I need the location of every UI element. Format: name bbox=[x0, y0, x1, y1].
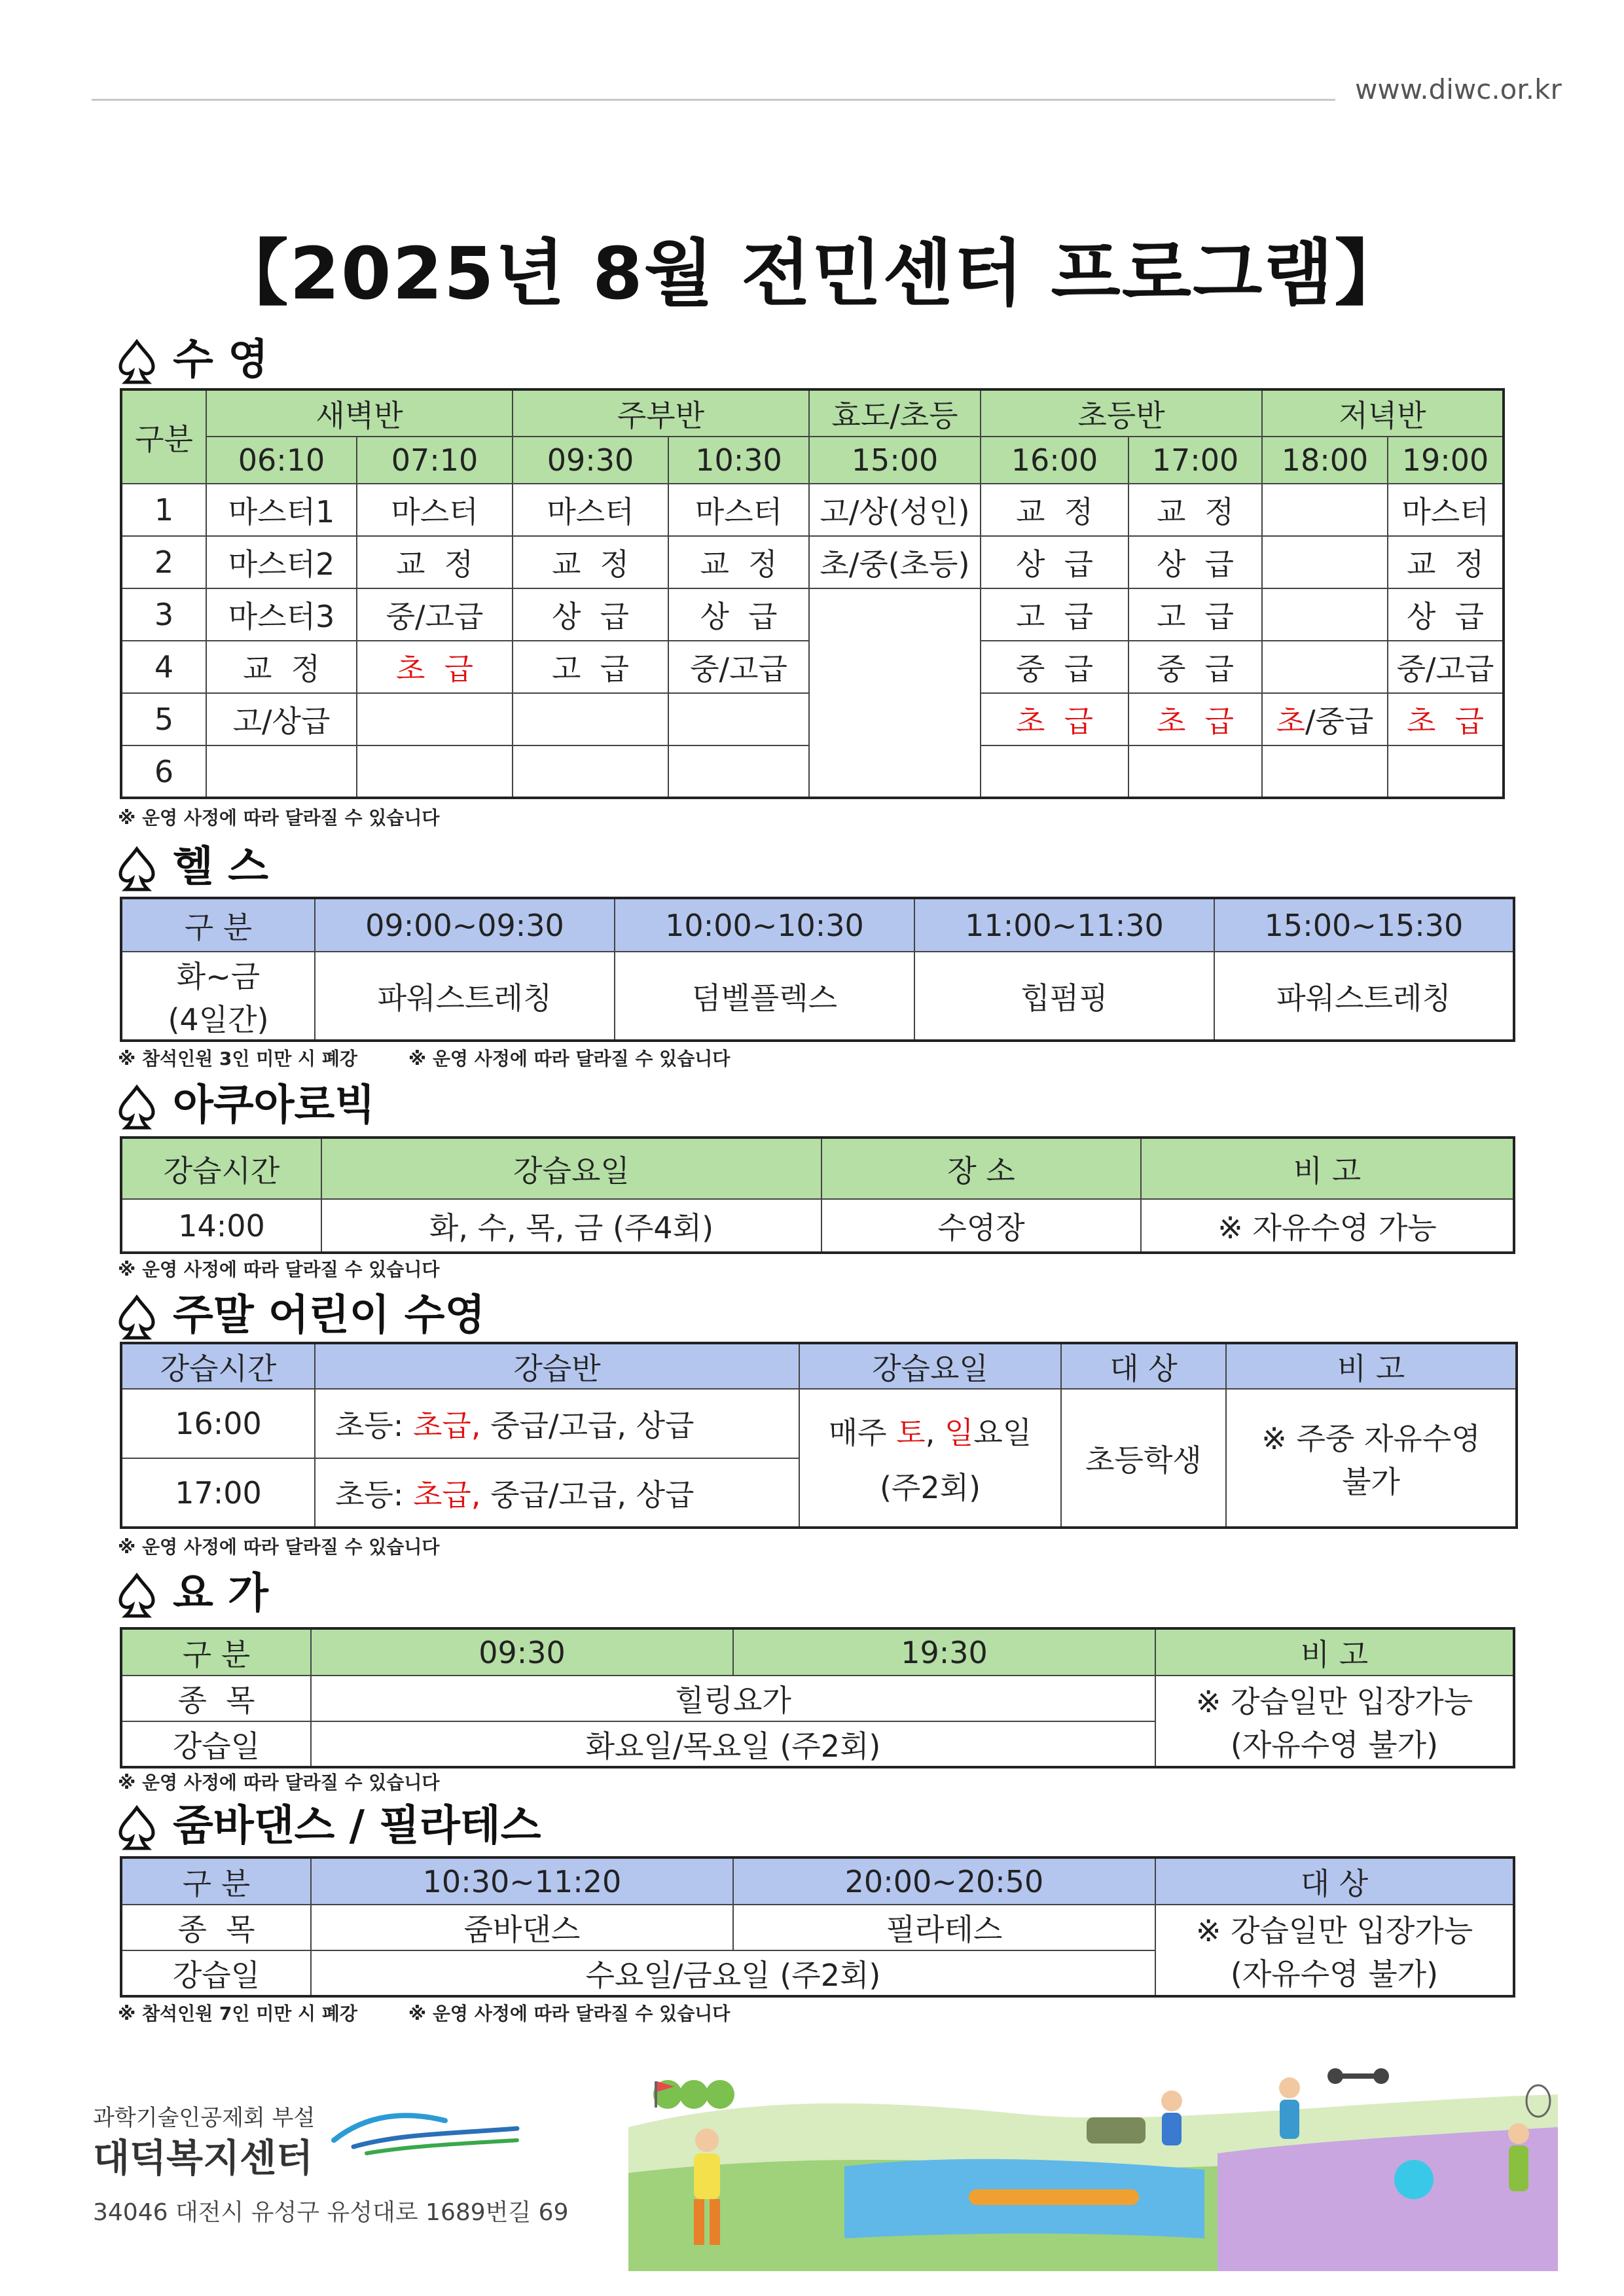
table-cell: 중/고급 bbox=[1388, 641, 1504, 693]
table-cell: 수요일/금요일 (주2회) bbox=[311, 1950, 1155, 1996]
swim-time-header: 18:00 bbox=[1262, 437, 1388, 484]
page-title: 【2025년 8월 전민센터 프로그램】 bbox=[216, 232, 1408, 315]
red-text: 초급, bbox=[413, 1477, 481, 1513]
table-cell: 덤벨플렉스 bbox=[615, 952, 914, 1041]
table-cell bbox=[357, 693, 513, 745]
table-cell: 종 목 bbox=[121, 1676, 311, 1721]
table-cell-highlight: 초 급 bbox=[981, 693, 1128, 745]
table-cell: 상 급 bbox=[981, 536, 1128, 588]
table-cell: 마스터3 bbox=[206, 588, 357, 641]
table-cell: 마스터 bbox=[1388, 484, 1504, 536]
zumba-header: 구 분 bbox=[121, 1857, 311, 1905]
remark-line: 불가 bbox=[1342, 1463, 1400, 1499]
kids-target-cell: 초등학생 bbox=[1061, 1389, 1226, 1528]
kids-days-cell bbox=[799, 1389, 1061, 1528]
section-heading-zumba bbox=[118, 1797, 541, 1856]
swim-group-header: 저녁반 bbox=[1262, 389, 1504, 437]
aqua-heading-text: 아쿠아로빅 bbox=[173, 1081, 376, 1130]
kids-note: ※ 운영 사정에 따라 달라질 수 있습니다 bbox=[118, 1536, 440, 1558]
health-row-label bbox=[121, 952, 315, 1041]
plain-text: , bbox=[925, 1414, 945, 1450]
table-row bbox=[121, 484, 1504, 536]
yoga-table bbox=[120, 1627, 1515, 1768]
section-heading-swim bbox=[118, 331, 268, 389]
table-cell: 고/상급 bbox=[206, 693, 357, 745]
table-cell bbox=[1388, 745, 1504, 798]
kids-header: 대 상 bbox=[1061, 1343, 1226, 1389]
table-cell: 고 급 bbox=[1128, 588, 1262, 641]
table-cell bbox=[513, 745, 668, 798]
table-cell bbox=[981, 745, 1128, 798]
table-cell: 상 급 bbox=[513, 588, 668, 641]
swim-group-header: 주부반 bbox=[513, 389, 809, 437]
swim-note: ※ 운영 사정에 따라 달라질 수 있습니다 bbox=[118, 807, 440, 829]
plain-text: 초등: bbox=[335, 1477, 413, 1513]
table-cell: 교 정 bbox=[1388, 536, 1504, 588]
table-cell: 중 급 bbox=[981, 641, 1128, 693]
aqua-table bbox=[120, 1136, 1515, 1254]
table-cell: 마스터 bbox=[513, 484, 668, 536]
swim-time-header: 16:00 bbox=[981, 437, 1128, 484]
yoga-header: 19:30 bbox=[733, 1628, 1155, 1676]
swim-group-header: 효도/초등 bbox=[809, 389, 981, 437]
table-cell: 줌바댄스 bbox=[311, 1905, 733, 1950]
table-cell: 마스터 bbox=[668, 484, 809, 536]
table-cell bbox=[206, 745, 357, 798]
table-cell bbox=[1262, 641, 1388, 693]
table-cell-mixed bbox=[1262, 693, 1388, 745]
table-cell: 14:00 bbox=[121, 1199, 321, 1253]
kids-header: 강습반 bbox=[315, 1343, 799, 1389]
table-cell: 힐링요가 bbox=[311, 1676, 1155, 1721]
header-divider bbox=[92, 99, 1335, 101]
table-cell: 3 bbox=[121, 588, 206, 641]
table-cell: 교 정 bbox=[206, 641, 357, 693]
table-cell: 교 정 bbox=[513, 536, 668, 588]
swim-heading-text: 수 영 bbox=[173, 336, 268, 384]
remark-line: ※ 강습일만 입장가능 bbox=[1195, 1912, 1473, 1948]
table-cell bbox=[1262, 588, 1388, 641]
table-cell: 파워스트레칭 bbox=[1214, 952, 1514, 1041]
yoga-heading-text: 요 가 bbox=[173, 1570, 268, 1618]
table-cell: 교 정 bbox=[357, 536, 513, 588]
table-cell: 강습일 bbox=[121, 1721, 311, 1767]
remark-line: ※ 강습일만 입장가능 bbox=[1195, 1683, 1473, 1719]
plain-text: 중급/고급, 상급 bbox=[480, 1477, 695, 1513]
kids-days-count: (주2회) bbox=[879, 1469, 981, 1505]
table-cell bbox=[357, 745, 513, 798]
remark-line: ※ 주중 자유수영 bbox=[1261, 1420, 1481, 1456]
zumba-table bbox=[120, 1856, 1515, 1998]
zumba-header: 20:00~20:50 bbox=[733, 1857, 1155, 1905]
table-cell: 중/고급 bbox=[668, 641, 809, 693]
spade-icon bbox=[118, 1085, 156, 1130]
swim-gubun-header: 구분 bbox=[121, 389, 206, 484]
kids-heading-text: 주말 어린이 수영 bbox=[173, 1291, 486, 1340]
kids-table bbox=[120, 1342, 1518, 1529]
remark-line: (자유수영 불가) bbox=[1230, 1727, 1439, 1763]
table-cell: 고/상(성인) bbox=[809, 484, 981, 536]
kids-header: 강습요일 bbox=[799, 1343, 1061, 1389]
table-cell bbox=[668, 745, 809, 798]
swim-time-header: 07:10 bbox=[357, 437, 513, 484]
zumba-remark-cell bbox=[1155, 1905, 1514, 1996]
swim-time-header: 10:30 bbox=[668, 437, 809, 484]
table-cell: 고 급 bbox=[513, 641, 668, 693]
table-row bbox=[121, 588, 1504, 641]
plain-text: 초등: bbox=[335, 1408, 413, 1443]
plain-text: 요일 bbox=[973, 1414, 1032, 1450]
table-cell: 5 bbox=[121, 693, 206, 745]
table-cell: 중/고급 bbox=[357, 588, 513, 641]
table-cell bbox=[668, 693, 809, 745]
spade-icon bbox=[118, 339, 156, 385]
table-cell: 상 급 bbox=[1388, 588, 1504, 641]
section-heading-kids bbox=[118, 1286, 485, 1345]
table-cell bbox=[1262, 536, 1388, 588]
org-address: 34046 대전시 유성구 유성대로 1689번길 69 bbox=[93, 2199, 569, 2226]
swim-group-header: 새벽반 bbox=[206, 389, 513, 437]
aqua-header: 비 고 bbox=[1141, 1138, 1514, 1199]
table-cell-highlight: 초 급 bbox=[357, 641, 513, 693]
table-cell: 필라테스 bbox=[733, 1905, 1155, 1950]
health-table bbox=[120, 897, 1515, 1042]
table-cell: 상 급 bbox=[1128, 536, 1262, 588]
table-cell: 17:00 bbox=[121, 1458, 315, 1528]
health-header: 구 분 bbox=[121, 898, 315, 952]
swim-time-header: 17:00 bbox=[1128, 437, 1262, 484]
table-cell-empty bbox=[809, 588, 981, 798]
table-cell: 4 bbox=[121, 641, 206, 693]
section-heading-health bbox=[118, 838, 268, 897]
table-cell: 6 bbox=[121, 745, 206, 798]
swim-time-header: 09:30 bbox=[513, 437, 668, 484]
table-cell: 2 bbox=[121, 536, 206, 588]
table-cell: 고 급 bbox=[981, 588, 1128, 641]
table-cell: 초/중(초등) bbox=[809, 536, 981, 588]
swim-time-header: 06:10 bbox=[206, 437, 357, 484]
health-label-line: (4일간) bbox=[168, 1001, 269, 1037]
kids-class-cell bbox=[315, 1389, 799, 1458]
health-header: 15:00~15:30 bbox=[1214, 898, 1514, 952]
table-cell bbox=[513, 693, 668, 745]
table-row bbox=[121, 1676, 1514, 1721]
table-cell: 화, 수, 목, 금 (주4회) bbox=[321, 1199, 821, 1253]
aqua-header: 강습시간 bbox=[121, 1138, 321, 1199]
table-cell: 힙펌핑 bbox=[914, 952, 1214, 1041]
table-cell: 1 bbox=[121, 484, 206, 536]
zumba-header: 대 상 bbox=[1155, 1857, 1514, 1905]
table-cell: 마스터 bbox=[357, 484, 513, 536]
yoga-note: ※ 운영 사정에 따라 달라질 수 있습니다 bbox=[118, 1772, 440, 1793]
yoga-remark-cell bbox=[1155, 1676, 1514, 1767]
kids-header: 비 고 bbox=[1226, 1343, 1517, 1389]
sports-illustration-banner bbox=[628, 2055, 1558, 2271]
org-parent: 과학기술인공제회 부설 bbox=[93, 2105, 316, 2131]
red-text: 일 bbox=[944, 1414, 974, 1450]
yoga-header: 구 분 bbox=[121, 1628, 311, 1676]
zumba-note: ※ 참석인원 7인 미만 시 폐강 ※ 운영 사정에 따라 달라질 수 있습니다 bbox=[118, 2003, 731, 2024]
swim-time-header: 15:00 bbox=[809, 437, 981, 484]
plain-text: 매주 bbox=[828, 1414, 897, 1450]
yoga-header: 비 고 bbox=[1155, 1628, 1514, 1676]
swim-time-header: 19:00 bbox=[1388, 437, 1504, 484]
red-text: 토 bbox=[896, 1414, 926, 1450]
table-row bbox=[121, 1389, 1517, 1458]
table-cell-highlight: 초 급 bbox=[1388, 693, 1504, 745]
table-row bbox=[121, 952, 1514, 1041]
spade-icon bbox=[118, 1805, 156, 1851]
table-row bbox=[121, 1199, 1514, 1253]
table-cell: 마스터2 bbox=[206, 536, 357, 588]
health-heading-text: 헬 스 bbox=[173, 843, 268, 891]
table-cell bbox=[1262, 484, 1388, 536]
swim-table bbox=[120, 388, 1505, 799]
red-text: 초 bbox=[1276, 704, 1306, 739]
zumba-header: 10:30~11:20 bbox=[311, 1857, 733, 1905]
zumba-heading-text: 줌바댄스 / 필라테스 bbox=[173, 1802, 541, 1850]
table-cell: 중 급 bbox=[1128, 641, 1262, 693]
org-name: 대덕복지센터 bbox=[93, 2136, 314, 2180]
org-logo-icon bbox=[327, 2108, 524, 2160]
table-cell bbox=[1262, 745, 1388, 798]
table-row bbox=[121, 1905, 1514, 1950]
health-header: 09:00~09:30 bbox=[315, 898, 615, 952]
remark-line: (자유수영 불가) bbox=[1230, 1956, 1439, 1992]
swim-group-header: 초등반 bbox=[981, 389, 1262, 437]
table-cell: 교 정 bbox=[668, 536, 809, 588]
kids-class-cell bbox=[315, 1458, 799, 1528]
spade-icon bbox=[118, 1573, 156, 1619]
aqua-header: 강습요일 bbox=[321, 1138, 821, 1199]
section-heading-yoga bbox=[118, 1564, 268, 1623]
table-cell: 강습일 bbox=[121, 1950, 311, 1996]
table-cell: ※ 자유수영 가능 bbox=[1141, 1199, 1514, 1253]
health-header: 10:00~10:30 bbox=[615, 898, 914, 952]
table-cell: 교 정 bbox=[981, 484, 1128, 536]
table-cell: 화요일/목요일 (주2회) bbox=[311, 1721, 1155, 1767]
spade-icon bbox=[118, 1295, 156, 1340]
aqua-header: 장 소 bbox=[821, 1138, 1141, 1199]
aqua-note: ※ 운영 사정에 따라 달라질 수 있습니다 bbox=[118, 1259, 440, 1280]
table-cell bbox=[1128, 745, 1262, 798]
table-cell: 마스터1 bbox=[206, 484, 357, 536]
kids-header: 강습시간 bbox=[121, 1343, 315, 1389]
table-cell: 파워스트레칭 bbox=[315, 952, 615, 1041]
table-cell: 종 목 bbox=[121, 1905, 311, 1950]
kids-remark-cell bbox=[1226, 1389, 1517, 1528]
site-url[interactable]: www.diwc.or.kr bbox=[1355, 73, 1562, 105]
plain-text: /중급 bbox=[1305, 704, 1374, 739]
table-cell: 수영장 bbox=[821, 1199, 1141, 1253]
table-row bbox=[121, 536, 1504, 588]
yoga-header: 09:30 bbox=[311, 1628, 733, 1676]
health-note: ※ 참석인원 3인 미만 시 폐강 ※ 운영 사정에 따라 달라질 수 있습니다 bbox=[118, 1048, 731, 1069]
health-header: 11:00~11:30 bbox=[914, 898, 1214, 952]
plain-text: 중급/고급, 상급 bbox=[480, 1408, 695, 1443]
red-text: 초급, bbox=[413, 1408, 481, 1443]
section-heading-aqua bbox=[118, 1076, 375, 1135]
spade-icon bbox=[118, 846, 156, 892]
table-cell: 16:00 bbox=[121, 1389, 315, 1458]
health-label-line: 화~금 bbox=[176, 958, 261, 994]
table-cell: 상 급 bbox=[668, 588, 809, 641]
table-cell: 교 정 bbox=[1128, 484, 1262, 536]
table-cell-highlight: 초 급 bbox=[1128, 693, 1262, 745]
